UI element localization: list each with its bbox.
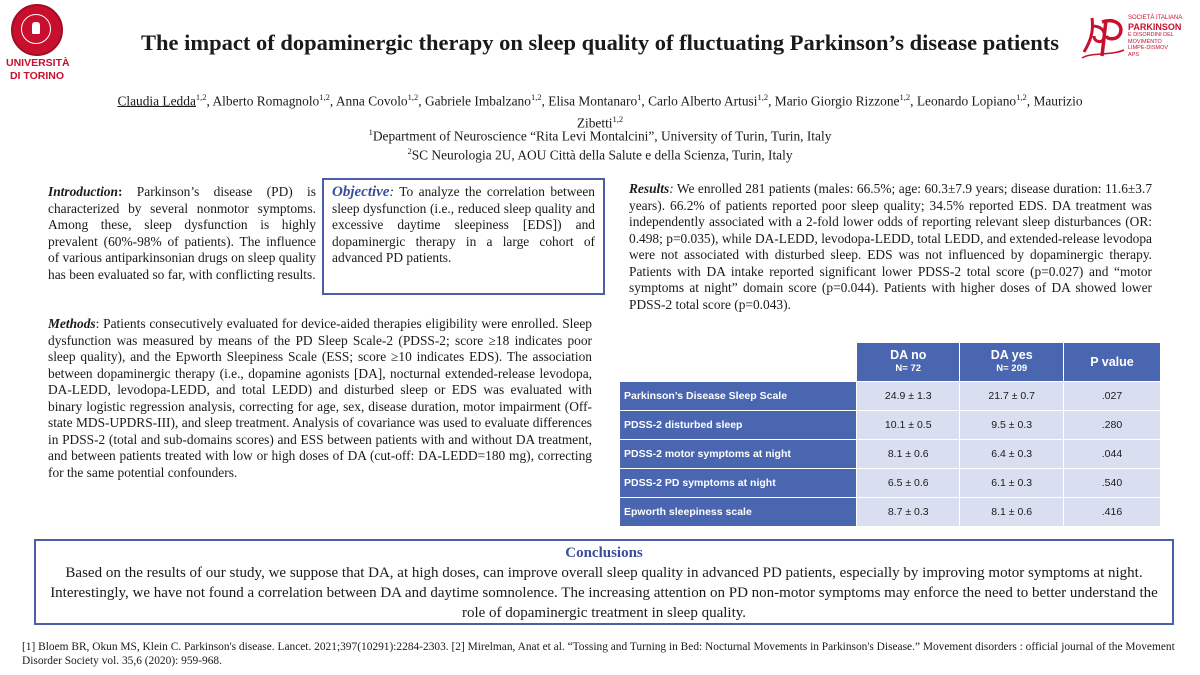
affiliation-1: $^1$Department of Neuroscience “Rita Levi Montalcini”, University of Turin, Turin, Italy: [368, 127, 832, 144]
university-of-turin-logo: [6, 4, 68, 84]
university-seal-icon: [11, 4, 63, 56]
university-name-line1: UNIVERSITÀ: [6, 57, 70, 69]
poster-title: The impact of dopaminergic therapy on sleep quality of fluctuating Parkinson’s disease patients: [141, 30, 1059, 55]
table-header-da-no: DA no N= 72: [857, 343, 960, 382]
references: [1] Bloem BR, Okun MS, Klein C. Parkinson's disease. Lancet. 2021;397(10291):2284-2303. [2] Mirelman, Anat et al. “Tossing and Turning in Bed: Nocturnal Movements in Parkinson's Disease.” Movement disorders : official journal of the Movement Disorder Society vol. 35,6 (2020): 959-968.: [22, 641, 1175, 667]
results-heading: Results: [629, 181, 670, 196]
logo-text-line5: LIMPE-DISMOV: [1128, 45, 1169, 51]
author-name: Gabriele Imbalzano: [424, 93, 531, 109]
author-name: Maurizio Zibetti: [576, 93, 1083, 131]
objective-heading: Objective: [332, 184, 390, 200]
limpe-dismov-logo: [1078, 10, 1196, 72]
introduction-heading: Introduction: [48, 184, 118, 199]
author-name: Mario Giorgio Rizzone: [774, 93, 900, 109]
conclusions-box: [34, 539, 1174, 625]
university-name-line2: DI TORINO: [9, 70, 65, 82]
author-name: Leonardo Lopiano: [916, 93, 1017, 109]
introduction-text: Parkinson’s disease (PD) is characterized by several nonmotor symptoms. Among these, sleep dysfunction is highly prevalent (60%-98% of patients). The influence of various antiparkinsonian drugs on sleep quality has been evaluated so far, with conflicting results.: [48, 184, 316, 282]
conclusions-heading: Conclusions: [565, 545, 643, 561]
conclusions-text: Based on the results of our study, we suppose that DA, at high doses, can improve overall sleep quality in advanced PD patients, especially by improving motor symptoms at night. Interestingly, we have not found a correlation between DA and daytime somnolence. The increasing attention on PD non-motor symptoms may enforce the need to better understand the role of dopaminergic treatment in sleep quality.: [50, 565, 1158, 621]
methods-text: Patients consecutively evaluated for device-aided therapies eligibility were enrolled. Sleep dysfunction was measured by means of the PD Sleep Scale-2 (PDSS-2; score ≥18 indicates poor sleep quality), and the Epworth Sleepiness Scale (ESS; score ≥10 indicates EDS). The association between dopaminergic therapy (i.e., dopamine agonists [DA], nocturnal extended-release levodopa, DA-LEDD, levodopa-LEDD, and total LEDD) and disturbed sleep or EDS was evaluated with binary logistic regression analysis, correcting for age, sex, disease duration, motor impairment (Off-state MDS-UPDRS-III), and sleep treatment. Analysis of covariance was used to evaluate differences in PDSS-2 (total and sub-domains scores) and ESS between patients with and without DA treatment, and between patients treated with low or high doses of DA (cut-off: DA-LEDD=180 mg), correcting for the same potential confounders.: [48, 316, 592, 480]
limpe-mark-icon: [1080, 12, 1126, 64]
methods-section: Methods: Patients consecutively evaluated for device-aided therapies eligibility were enrolled. Sleep dysfunction was measured by means of the PD Sleep Scale-2 (PDSS-2; score ≥18 indicates poor sleep quality), and the Epworth Sleepiness Scale (ESS; score ≥10 indicates EDS). The association between dopaminergic therapy (i.e., dopamine agonists [DA], nocturnal extended-release levodopa, DA-LEDD, levodopa-LEDD, and total LEDD) and disturbed sleep or EDS was evaluated with binary logistic regression analysis, correcting for age, sex, disease duration, motor impairment (Off-state MDS-UPDRS-III), and sleep treatment. Analysis of covariance was used to evaluate differences in PDSS-2 (total and sub-domains scores) and ESS between patients with and without DA treatment, and between patients treated with low or high doses of DA (cut-off: DA-LEDD=180 mg), correcting for the same potential confounders.: [48, 316, 592, 480]
logo-text-line2: PARKINSON: [1128, 22, 1182, 32]
logo-text-line4: MOVIMENTO: [1128, 38, 1162, 45]
table-row: PDSS-2 disturbed sleep 10.1 ± 0.5 9.5 ± 0.3 .280: [620, 411, 1161, 440]
objective-box: Objective: To analyze the correlation between sleep dysfunction (i.e., reduced sleep quality and excessive daytime sleepiness [EDS]) and dopaminergic therapy in a large cohort of advanced PD patients.: [322, 178, 605, 295]
author-name: Carlo Alberto Artusi: [648, 93, 758, 109]
table-row: PDSS-2 PD symptoms at night 6.5 ± 0.6 6.1 ± 0.3 .540: [620, 469, 1161, 498]
table-corner: [620, 343, 857, 382]
affiliation-2: $^2$SC Neurologia 2U, AOU Città della Salute e della Scienza, Turin, Italy: [407, 146, 793, 163]
table-row: PDSS-2 motor symptoms at night 8.1 ± 0.6 6.4 ± 0.3 .044: [620, 440, 1161, 469]
table-row: Parkinson’s Disease Sleep Scale 24.9 ± 1.3 21.7 ± 0.7 .027: [620, 382, 1161, 411]
objective-text: To analyze the correlation between sleep dysfunction (i.e., reduced sleep quality and excessive daytime sleepiness [EDS]) and dopaminergic therapy in a large cohort of advanced PD patients.: [332, 184, 595, 265]
table-header-da-yes: DA yes N= 209: [960, 343, 1063, 382]
author-list: Claudia Ledda$^{1,2}$, Alberto Romagnolo$^{1,2}$, Anna Covolo$^{1,2}$, Gabriele Imbalzano$^{1,2}$, Elisa Montanaro$^1$, Carlo Alberto Artusi$^{1,2}$, Mario Giorgio Rizzone$^{1,2}$, Leonardo Lopiano$^{1,2}$, Maurizio Zibetti$^{1,2}$: [117, 92, 1083, 131]
methods-heading: Methods: [48, 316, 96, 331]
logo-text-line1: SOCIETÀ ITALIANA: [1128, 15, 1183, 21]
author-name: Elisa Montanaro: [548, 93, 638, 109]
results-text: We enrolled 281 patients (males: 66.5%; age: 60.3±7.9 years; disease duration: 11.6±3.7 years). 66.2% of patients reported poor sleep quality; 34.5% reported EDS. DA treatment was independently associated with a 2-fold lower odds of reporting relevant sleep disturbances (OR: 0.498; p=0.035), while DA-LEDD, levodopa-LEDD, total LEDD, and extended-release levodopa were not associated with disturbed sleep. EDS was not influenced by dopaminergic therapy. Patients with DA intake reported significant lower PDSS-2 total score (p=0.027) and “motor symptoms at night” domain score (p=0.044). Patients with higher doses of DA showed lower PDSS-2 total score (p=0.043).: [629, 181, 1153, 312]
author-name: Alberto Romagnolo: [212, 93, 320, 109]
introduction-section: Introduction: Parkinson’s disease (PD) is characterized by several nonmotor symptoms. Among these, sleep dysfunction is highly prevalent (60%-98% of patients). The influence of various antiparkinsonian drugs on sleep quality has been evaluated so far, with conflicting results.: [48, 184, 316, 282]
table-row: Epworth sleepiness scale 8.7 ± 0.3 8.1 ± 0.6 .416: [620, 498, 1161, 527]
author-name: Claudia Ledda: [117, 93, 196, 109]
logo-text-line6: APS: [1128, 51, 1140, 58]
results-section: Results: We enrolled 281 patients (males: 66.5%; age: 60.3±7.9 years; disease duration: 11.6±3.7 years). 66.2% of patients reported poor sleep quality; 34.5% reported EDS. DA treatment was independently associated with a 2-fold lower odds of reporting relevant sleep disturbances (OR: 0.498; p=0.035), while DA-LEDD, levodopa-LEDD, total LEDD, and extended-release levodopa were not associated with disturbed sleep. EDS was not influenced by dopaminergic therapy. Patients with DA intake reported significant lower PDSS-2 total score (p=0.027) and “motor symptoms at night” domain score (p=0.044). Patients with higher doses of DA showed lower PDSS-2 total score (p=0.043).: [629, 181, 1153, 312]
author-name: Anna Covolo: [335, 93, 408, 109]
results-table: [619, 342, 1161, 527]
table-header-p-value: P value: [1063, 343, 1160, 382]
logo-text-line3: E DISORDINI DEL: [1128, 32, 1174, 38]
